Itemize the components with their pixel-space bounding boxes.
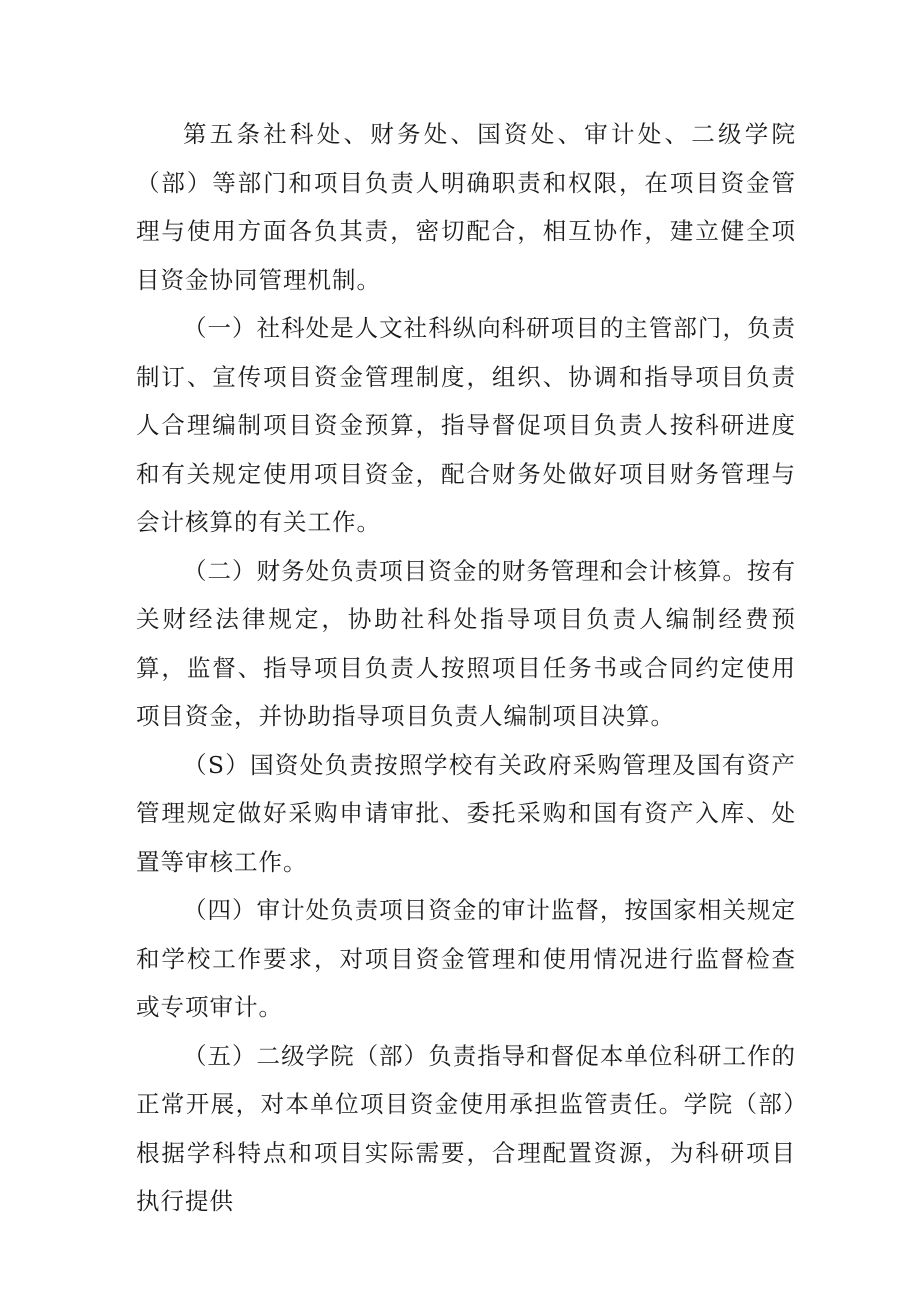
paragraph-item-4: （四）审计处负责项目资金的审计监督，按国家相关规定和学校工作要求，对项目资金管理和使用情况进行监督检查或专项审计。 [136,896,796,1021]
paragraph-item-2: （二）财务处负责项目资金的财务管理和会计核算。按有关财经法律规定，协助社科处指导项目负责人编制经费预算，监督、指导项目负责人按照项目任务书或合同约定使用项目资金，并协助指导项目负责人编制项目决算。 [136,556,796,730]
paragraph-article-5: 第五条社科处、财务处、国资处、审计处、二级学院（部）等部门和项目负责人明确职责和权限，在项目资金管理与使用方面各负其责，密切配合，相互协作，建立健全项目资金协同管理机制。 [136,120,796,294]
paragraph-item-3: （S）国资处负责按照学校有关政府采购管理及国有资产管理规定做好采购申请审批、委托采购和国有资产入库、处置等审核工作。 [136,750,796,876]
paragraph-item-5: （五）二级学院（部）负责指导和督促本单位科研工作的正常开展，对本单位项目资金使用承担监管责任。学院（部）根据学科特点和项目实际需要，合理配置资源，为科研项目执行提供 [136,1041,796,1215]
document-body [136,110,796,1226]
paragraph-item-1: （一）社科处是人文社科纵向科研项目的主管部门，负责制订、宣传项目资金管理制度，组织、协调和指导项目负责人合理编制项目资金预算，指导督促项目负责人按科研进度和有关规定使用项目资金，配合财务处做好项目财务管理与会计核算的有关工作。 [136,314,796,536]
